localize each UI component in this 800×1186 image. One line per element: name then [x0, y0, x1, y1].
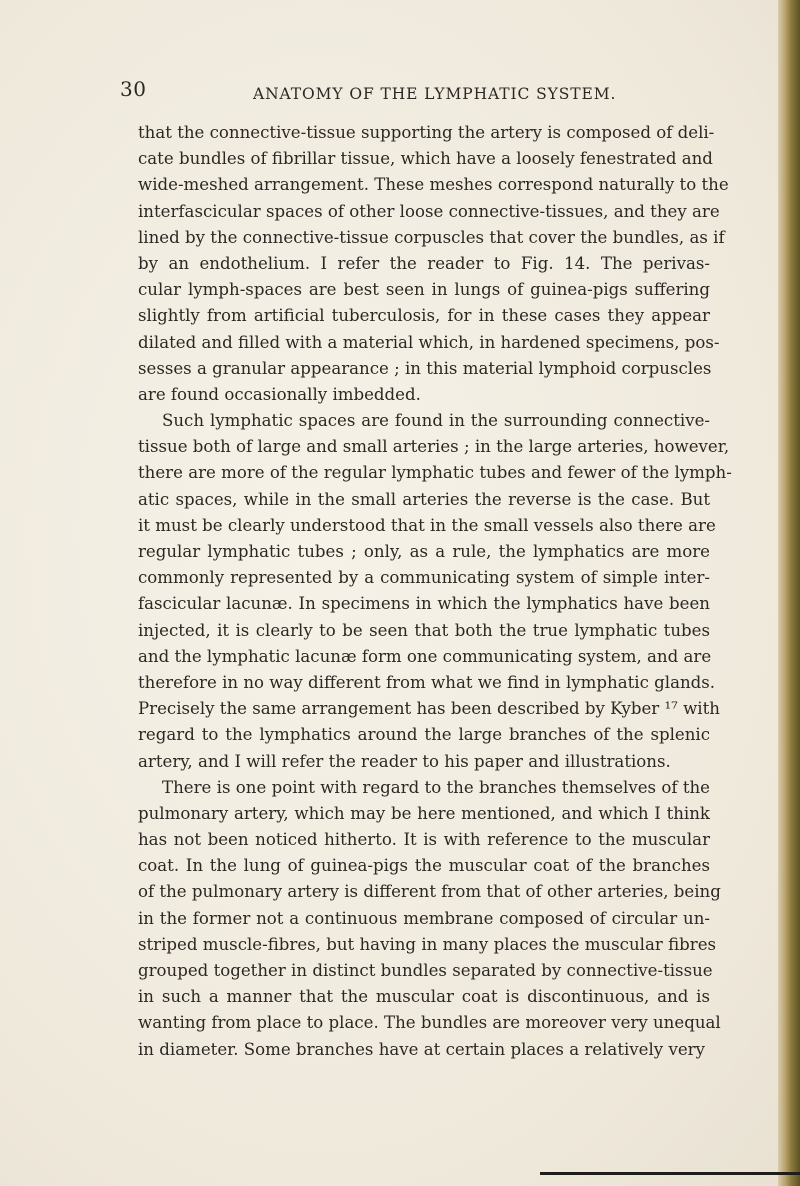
text-line: tissue both of large and small arteries ; in the large arteries, however, [138, 437, 730, 457]
text-line: interfascicular spaces of other loose connective-tissues, and they are [138, 201, 720, 221]
text-line: has not been noticed hitherto. It is with reference to the muscular [138, 830, 710, 850]
text-line: in the former not a continuous membrane composed of circular un- [138, 908, 710, 928]
text-line: in diameter. Some branches have at certain places a relatively very [138, 1039, 705, 1059]
text-line: Such lymphatic spaces are found in the surrounding connective- [162, 411, 710, 431]
text-line: therefore in no way different from what we find in lymphatic glands. [138, 672, 716, 692]
text-line: pulmonary artery, which may be here mentioned, and which I think [138, 803, 710, 823]
text-line: wide-meshed arrangement. These meshes correspond naturally to the [138, 175, 729, 195]
text-line: Precisely the same arrangement has been described by Kyber ¹⁷ with [138, 699, 720, 719]
text-line: cular lymph-spaces are best seen in lungs of guinea-pigs suffering [138, 280, 710, 300]
text-line: injected, it is clearly to be seen that both the true lymphatic tubes [138, 620, 710, 640]
text-line: lined by the connective-tissue corpuscles that cover the bundles, as if [138, 227, 725, 247]
bottom-edge-rule [540, 1172, 800, 1175]
text-line: it must be clearly understood that in the small vessels also there are [138, 515, 716, 535]
text-line: dilated and filled with a material which, in hardened specimens, pos- [138, 332, 720, 352]
page-number: 30 [120, 77, 147, 101]
text-line: cate bundles of fibrillar tissue, which have a loosely fenestrated and [138, 149, 713, 169]
text-line: fascicular lacunæ. In specimens in which the lymphatics have been [138, 594, 710, 614]
text-line: regular lymphatic tubes ; only, as a rule, the lymphatics are more [138, 542, 710, 561]
text-line: wanting from place to place. The bundles are moreover very unequal [138, 1013, 721, 1033]
text-line: there are more of the regular lymphatic tubes and fewer of the lymph- [138, 463, 732, 483]
text-line: sesses a granular appearance ; in this material lymphoid corpuscles [138, 358, 712, 378]
book-spine-edge [778, 0, 800, 1186]
text-line: by an endothelium. I refer the reader to Fig. 14. The perivas- [138, 253, 710, 273]
text-line: slightly from artificial tuberculosis, for in these cases they appear [138, 306, 710, 326]
text-line: are found occasionally imbedded. [138, 384, 421, 404]
text-line: commonly represented by a communicating system of simple inter- [138, 568, 710, 588]
text-line: regard to the lymphatics around the large branches of the splenic [138, 725, 710, 745]
text-line: grouped together in distinct bundles separated by connective-tissue [138, 961, 713, 980]
text-line: coat. In the lung of guinea-pigs the muscular coat of the branches [138, 856, 710, 876]
text-line: and the lymphatic lacunæ form one communicating system, and are [138, 646, 712, 666]
text-line: in such a manner that the muscular coat is discontinuous, and is [138, 987, 710, 1007]
text-line: of the pulmonary artery is different from that of other arteries, being [138, 882, 721, 902]
text-line: atic spaces, while in the small arteries the reverse is the case. But [138, 489, 710, 509]
text-line: striped muscle-fibres, but having in many places the muscular fibres [138, 934, 717, 954]
text-line: that the connective-tissue supporting the artery is composed of deli- [138, 123, 715, 142]
text-line: There is one point with regard to the branches themselves of the [162, 777, 710, 797]
text-line: artery, and I will refer the reader to his paper and illustrations. [138, 751, 671, 771]
body-text [138, 120, 732, 1063]
running-head: ANATOMY OF THE LYMPHATIC SYSTEM. [253, 85, 617, 103]
